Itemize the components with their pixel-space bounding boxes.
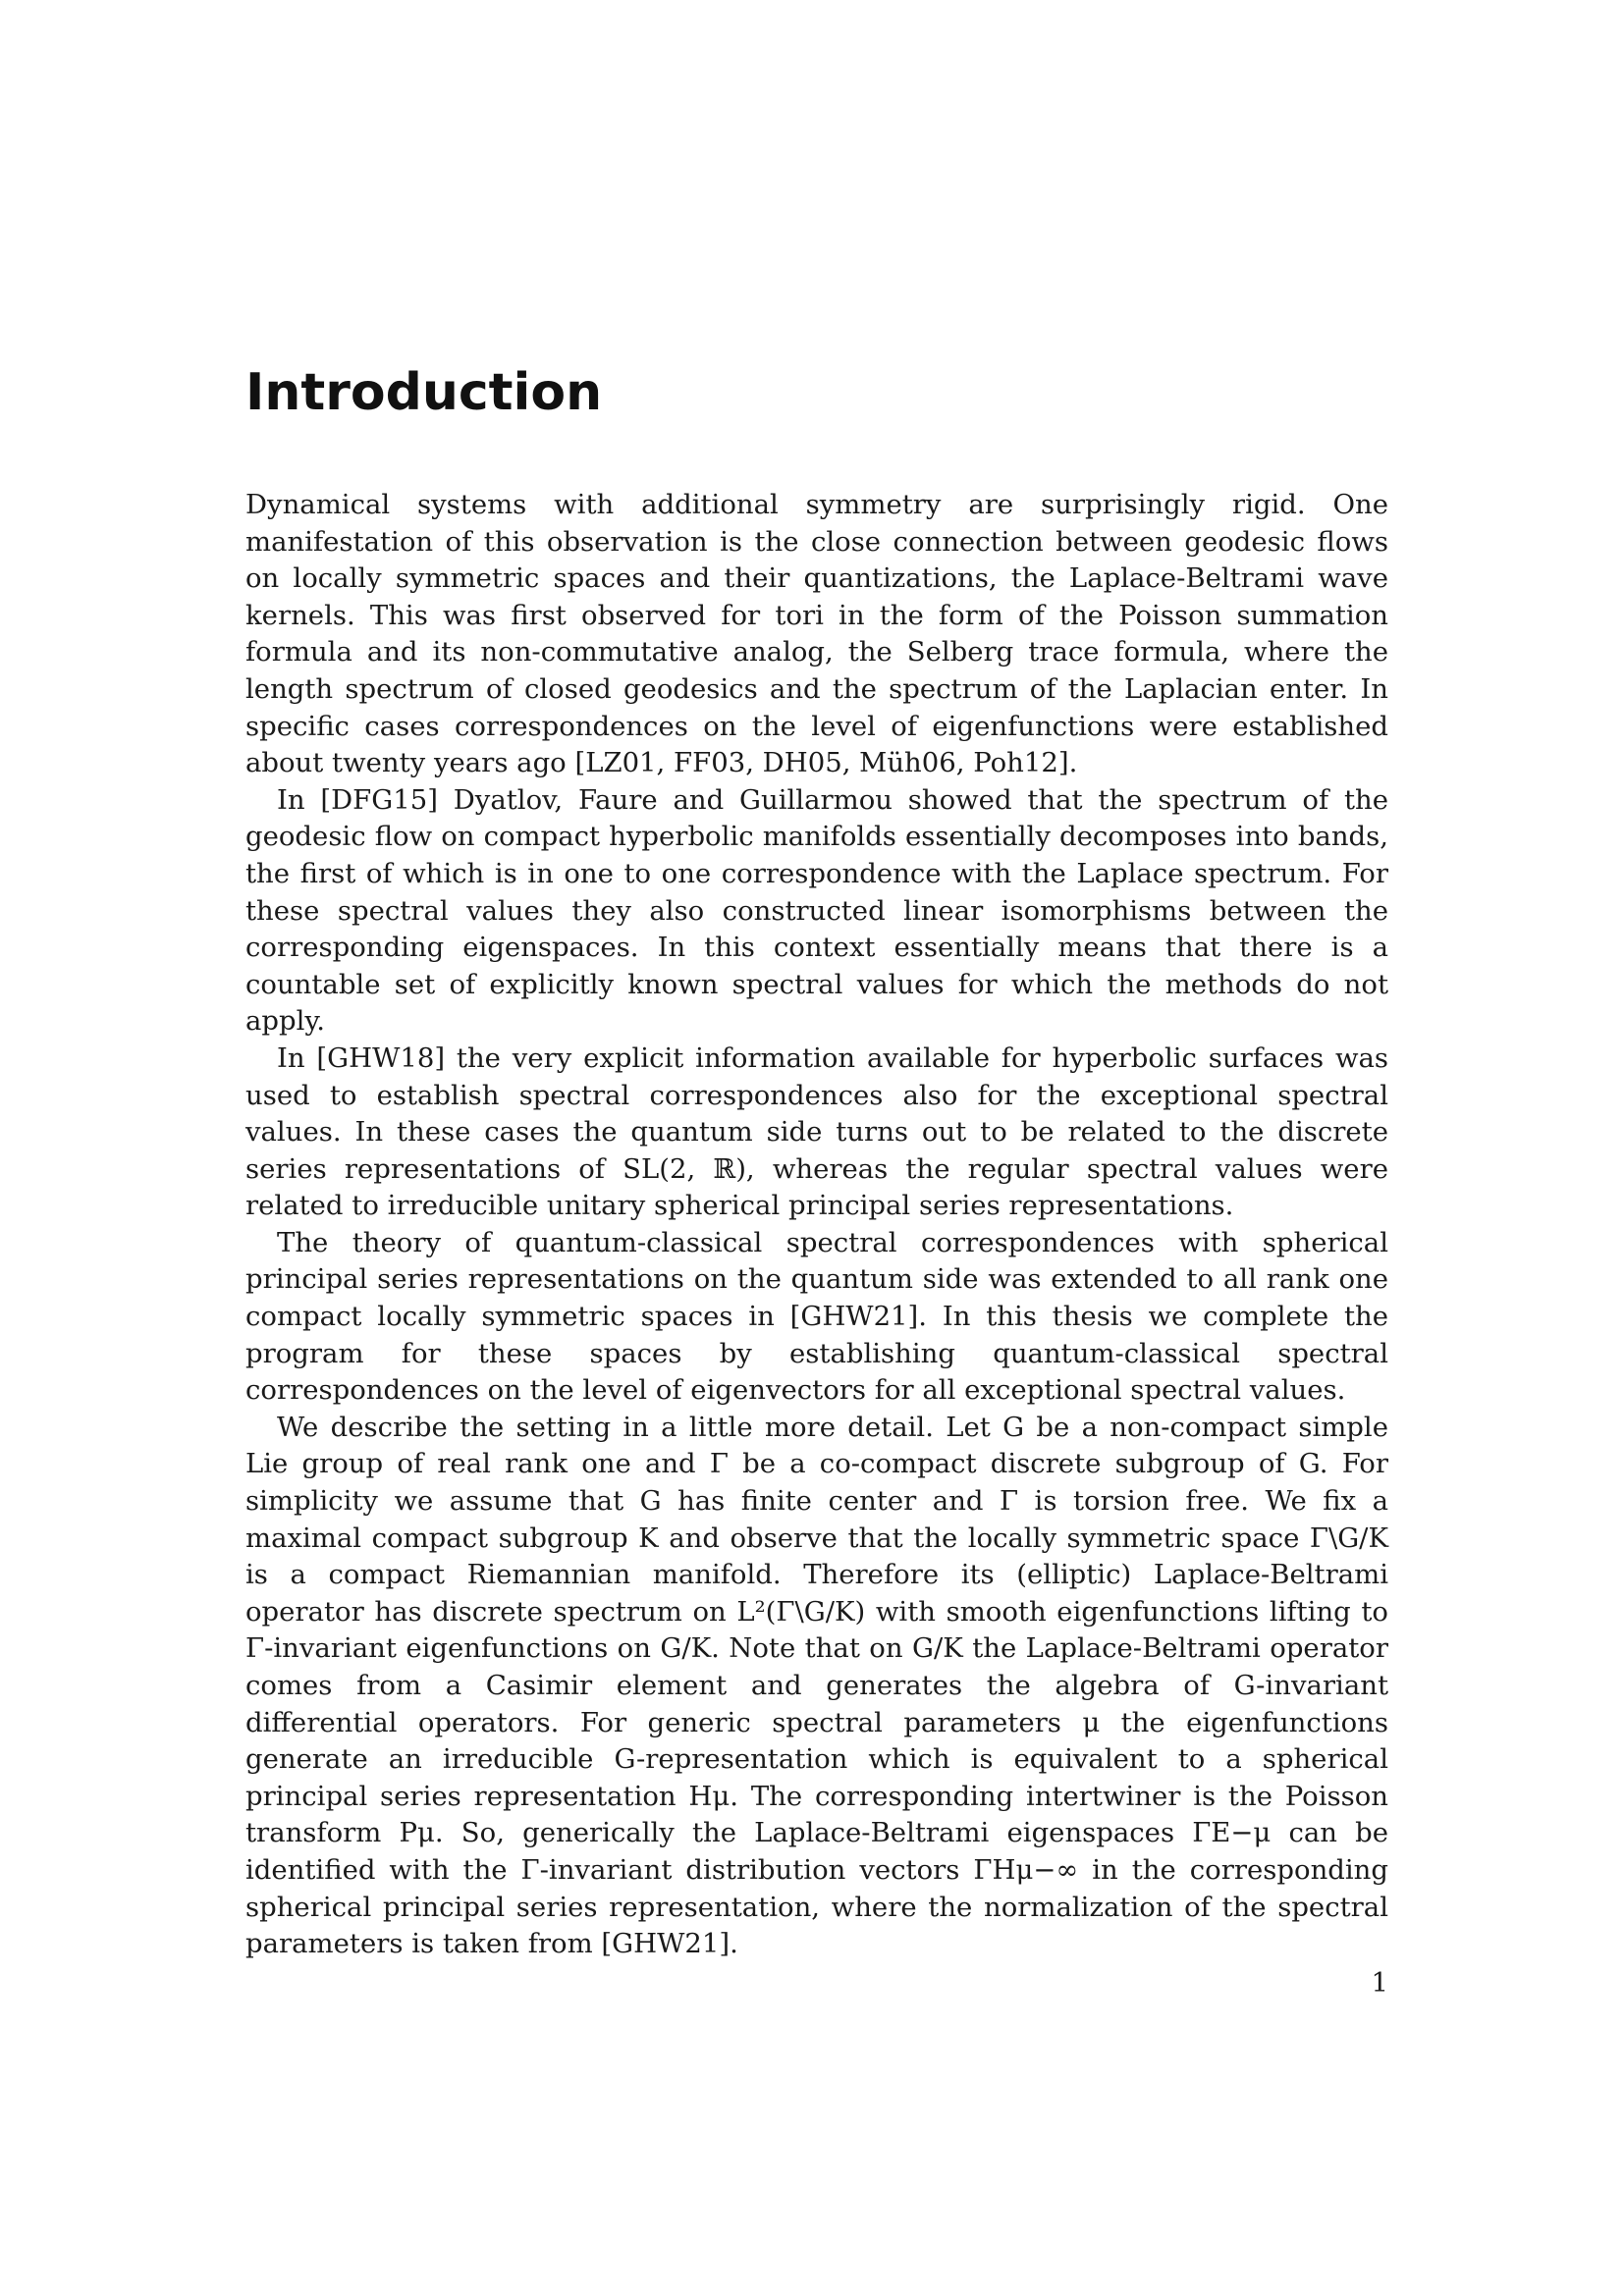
page-number: 1 [1371, 1967, 1388, 1999]
paragraph-4: The theory of quantum-classical spectral correspondences with spherical principal series representations on the quantum side was extended to all rank one compact locally symmetric spaces in [GHW21]. In this thesis we complete the program for these spaces by establishing quantum-classical spectral correspondences on the level of eigenvectors for all exceptional spectral values. [245, 1226, 1388, 1407]
paragraph-3: In [GHW18] the very explicit information available for hyperbolic surfaces was used to establish spectral correspondences also for the exceptional spectral values. In these cases the quantum side turns out to be related to the discrete series representations of SL(2, ℝ), whereas the regular spectral values were related to irreducible unitary spherical principal series representations. [245, 1041, 1388, 1222]
paragraph-2: In [DFG15] Dyatlov, Faure and Guillarmou showed that the spectrum of the geodesic flow on compact hyperbolic manifolds essentially decomposes into bands, the first of which is in one to one correspondence with the Laplace spectrum. For these spectral values they also constructed linear isomorphisms between the corresponding eigenspaces. In this context essentially means that there is a countable set of explicitly known spectral values for which the methods do not apply. [245, 783, 1388, 1038]
chapter-title: Introduction [245, 363, 603, 422]
paragraph-1: Dynamical systems with additional symmetry are surprisingly rigid. One manifestation of this observation is the close connection between geodesic flows on locally symmetric spaces and their quantizations, the Laplace-Beltrami wave kernels. This was first observed for tori in the form of the Poisson summation formula and its non-commutative analog, the Selberg trace formula, where the length spectrum of closed geodesics and the spectrum of the Laplacian enter. In specific cases correspondences on the level of eigenfunctions were established about twenty years ago [LZ01, FF03, DH05, Müh06, Poh12]. [245, 489, 1388, 779]
paragraph-5: We describe the setting in a little more detail. Let G be a non-compact simple Lie group of real rank one and Γ be a co-compact discrete subgroup of G. For simplicity we assume that G has finite center and Γ is torsion free. We fix a maximal compact subgroup K and observe that the locally symmetric space Γ\G/K is a compact Riemannian manifold. Therefore its (elliptic) Laplace-Beltrami operator has discrete spectrum on L²(Γ\G/K) with smooth eigenfunctions lifting to Γ-invariant eigenfunctions on G/K. Note that on G/K the Laplace-Beltrami operator comes from a Casimir element and generates the algebra of G-invariant differential operators. For generic spectral parameters μ the eigenfunctions generate an irreducible G-representation which is equivalent to a spherical principal series representation Hμ. The corresponding intertwiner is the Poisson transform Pμ. So, generically the Laplace-Beltrami eigenspaces ΓE−μ can be identified with the Γ-invariant distribution vectors ΓHμ−∞ in the corresponding spherical principal series representation, where the normalization of the spectral parameters is taken from [GHW21]. [245, 1411, 1388, 1960]
body-text [245, 487, 1388, 1963]
